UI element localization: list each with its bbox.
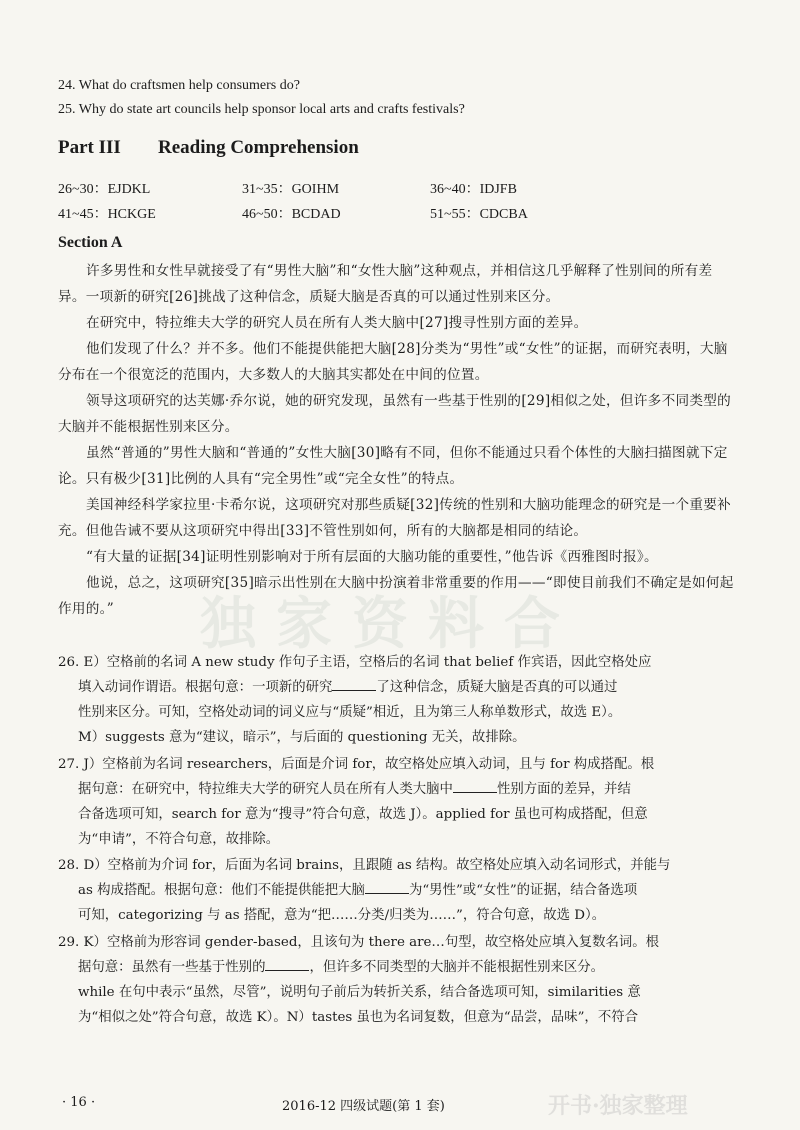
question-25: 25. Why do state art councils help sponsor local arts and crafts festivals? — [58, 102, 465, 117]
explanation-body: 为“申请”，不符合句意，故排除。 — [78, 832, 280, 847]
answer-key: 31~35：GOIHM — [242, 182, 340, 197]
answer-key: 26~30：EJDKL — [58, 182, 151, 197]
blank-line — [265, 958, 309, 971]
explanation-body: 可知，categorizing 与 as 搭配，意为“把……分类/归类为……”，符合句意，故选 D）。 — [78, 908, 606, 923]
translation-paragraph: 他们发现了什么？并不多。他们不能提供能把大脑[28]分类为“男性”或“女性”的证据，而研究表明，大脑分布在一个很宽泛的范围内，大多数人的大脑其实都处在中间的位置。 — [58, 341, 728, 383]
footer-title: 2016-12 四级试题(第 1 套) — [282, 1099, 445, 1114]
translation-paragraph: 许多男性和女性早就接受了有“男性大脑”和“女性大脑”这种观点，并相信这几乎解释了性别间的所有差异。一项新的研究[26]挑战了这种信念，质疑大脑是否真的可以通过性别来区分。 — [58, 263, 713, 305]
explanation-body: 填入动词作谓语。根据句意：一项新的研究 了这种信念，质疑大脑是否真的可以通过 — [78, 680, 618, 695]
explanation-26 — [58, 650, 738, 750]
answer-key: 36~40：IDJFB — [430, 182, 517, 197]
explanation-body: 为“相似之处”符合句意，故选 K）。N）tastes 虽也为名词复数，但意为“品尝，品味”，不符合 — [78, 1010, 638, 1025]
blank-line — [453, 780, 497, 793]
translation-paragraph: 虽然“普通的”男性大脑和“普通的”女性大脑[30]略有不同，但你不能通过只看个体性的大脑扫描图就下定论。只有极少[31]比例的人具有“完全男性”或“完全女性”的特点。 — [58, 445, 728, 487]
part-heading — [58, 137, 359, 159]
answer-key: 41~45：HCKGE — [58, 207, 156, 222]
explanation-29 — [58, 930, 738, 1030]
part-title: Reading Comprehension — [158, 137, 359, 158]
explanation-head: 27. J）空格前为名词 researchers，后面是介词 for，故空格处应填入动词，且与 for 构成搭配。根 — [58, 757, 655, 772]
translation-paragraph: “有大量的证据[34]证明性别影响对于所有层面的大脑功能的重要性，”他告诉《西雅图时报》。 — [86, 549, 658, 565]
explanation-head: 28. D）空格前为介词 for，后面为名词 brains，且跟随 as 结构。故空格处应填入动名词形式，并能与 — [58, 858, 671, 873]
blank-line — [365, 881, 409, 894]
explanation-body: 合备选项可知，search for 意为“搜寻”符合句意，故选 J）。applied for 虽也可构成搭配，但意 — [78, 807, 648, 822]
question-24: 24. What do craftsmen help consumers do? — [58, 78, 300, 93]
translation-block — [58, 258, 734, 622]
explanation-body: 据句意：在研究中，特拉维夫大学的研究人员在所有人类大脑中 性别方面的差异，并结 — [78, 782, 631, 797]
explanation-body: as 构成搭配。根据句意：他们不能提供能把大脑 为“男性”或“女性”的证据，结合备选项 — [78, 883, 638, 898]
page-number: · 16 · — [62, 1095, 96, 1110]
explanation-28 — [58, 853, 738, 928]
explanation-27 — [58, 752, 738, 852]
translation-paragraph: 领导这项研究的达芙娜·乔尔说，她的研究发现，虽然有一些基于性别的[29]相似之处，但许多不同类型的大脑并不能根据性别来区分。 — [58, 393, 732, 435]
translation-paragraph: 美国神经科学家拉里·卡希尔说，这项研究对那些质疑[32]传统的性别和大脑功能理念的研究是一个重要补充。但他告诫不要从这项研究中得出[33]不管性别如何，所有的大脑都是相同的结论。 — [58, 497, 732, 539]
explanation-body: M）suggests 意为“建议，暗示”，与后面的 questioning 无关，故排除。 — [78, 730, 526, 745]
answer-key: 46~50：BCDAD — [242, 207, 341, 222]
watermark-center: 独家资料合 — [200, 591, 580, 657]
explanation-head: 29. K）空格前为形容词 gender-based，且该句为 there are…句型，故空格处应填入复数名词。根 — [58, 935, 660, 950]
explanation-head: 26. E）空格前的名词 A new study 作句子主语，空格后的名词 that belief 作宾语，因此空格处应 — [58, 655, 652, 670]
section-title: Section A — [58, 234, 123, 251]
footer-watermark: 开书·独家整理 — [548, 1093, 688, 1119]
explanation-body: while 在句中表示“虽然，尽管”，说明句子前后为转折关系，结合备选项可知，similarities 意 — [78, 985, 641, 1000]
explanation-body: 据句意：虽然有一些基于性别的 ，但许多不同类型的大脑并不能根据性别来区分。 — [78, 960, 605, 975]
part-number: Part III — [58, 137, 121, 158]
explanation-body: 性别来区分。可知，空格处动词的词义应与“质疑”相近，且为第三人称单数形式，故选 E）。 — [78, 705, 622, 720]
blank-line — [332, 678, 376, 691]
translation-paragraph: 他说，总之，这项研究[35]暗示出性别在大脑中扮演着非常重要的作用——“即使目前我们不确定是如何起作用的。” — [58, 575, 734, 617]
answer-key: 51~55：CDCBA — [430, 207, 528, 222]
translation-paragraph: 在研究中，特拉维夫大学的研究人员在所有人类大脑中[27]搜寻性别方面的差异。 — [86, 315, 588, 331]
